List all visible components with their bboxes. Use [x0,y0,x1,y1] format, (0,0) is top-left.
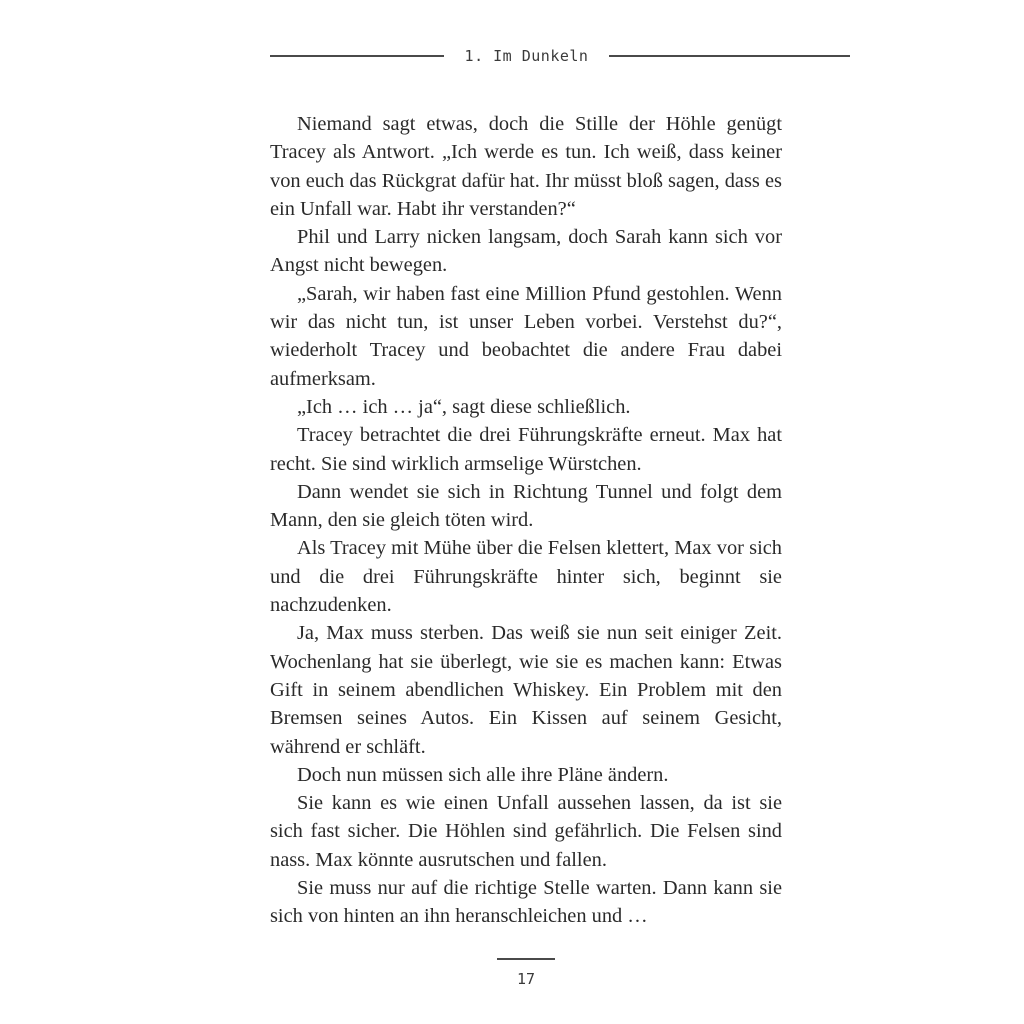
paragraph: Doch nun müssen sich alle ihre Pläne ändern. [297,763,669,786]
page-number: 17 [516,970,536,988]
paragraph: „Sarah, wir haben fast eine Million Pfund gestohlen. Wenn wir das nicht tun, ist unser Leben vorbei. Verstehst du?“, wiederholt Tracey und beobachtet die andere Frau dabei aufmerksam. [270,282,782,390]
paragraph: Tracey betrachtet die drei Führungskräfte erneut. Max hat recht. Sie sind wirklich armselige Würstchen. [270,424,782,475]
paragraph: Niemand sagt etwas, doch die Stille der Höhle genügt Tracey als Antwort. „Ich werde es tun. Ich weiß, dass keiner von euch das Rückgrat dafür hat. Ihr müsst bloß sagen, dass es ein Unfall war. Habt ihr verstanden?“ [270,113,782,220]
paragraph: Phil und Larry nicken langsam, doch Sarah kann sich vor Angst nicht bewegen. [270,226,782,277]
paragraph: Ja, Max muss sterben. Das weiß sie nun seit einiger Zeit. Wochenlang hat sie überlegt, wie sie es machen kann: Etwas Gift in seinem abendlichen Whiskey. Ein Problem mit den Bremsen seines Autos. Ein Kissen auf seinem Gesicht, während er schläft. [270,622,782,758]
page-footer [497,958,555,989]
paragraph: Als Tracey mit Mühe über die Felsen klettert, Max vor sich und die drei Führungskräfte hinter sich, beginnt sie nachzudenken. [270,537,782,617]
paragraph: „Ich … ich … ja“, sagt diese schließlich. [297,395,631,418]
header-rule-left [270,55,444,57]
chapter-title: 1. Im Dunkeln [464,47,589,65]
running-header [270,44,850,68]
paragraph: Sie kann es wie einen Unfall aussehen lassen, da ist sie sich fast sicher. Die Höhlen sind gefährlich. Die Felsen sind nass. Max könnte ausrutschen und fallen. [270,792,782,871]
footer-rule [497,958,555,960]
paragraph: Sie muss nur auf die richtige Stelle warten. Dann kann sie sich von hinten an ihn heranschleichen und … [270,877,782,928]
paragraph: Dann wendet sie sich in Richtung Tunnel und folgt dem Mann, den sie gleich töten wird. [270,480,782,532]
header-rule-right [609,55,850,57]
body-text [270,110,782,931]
